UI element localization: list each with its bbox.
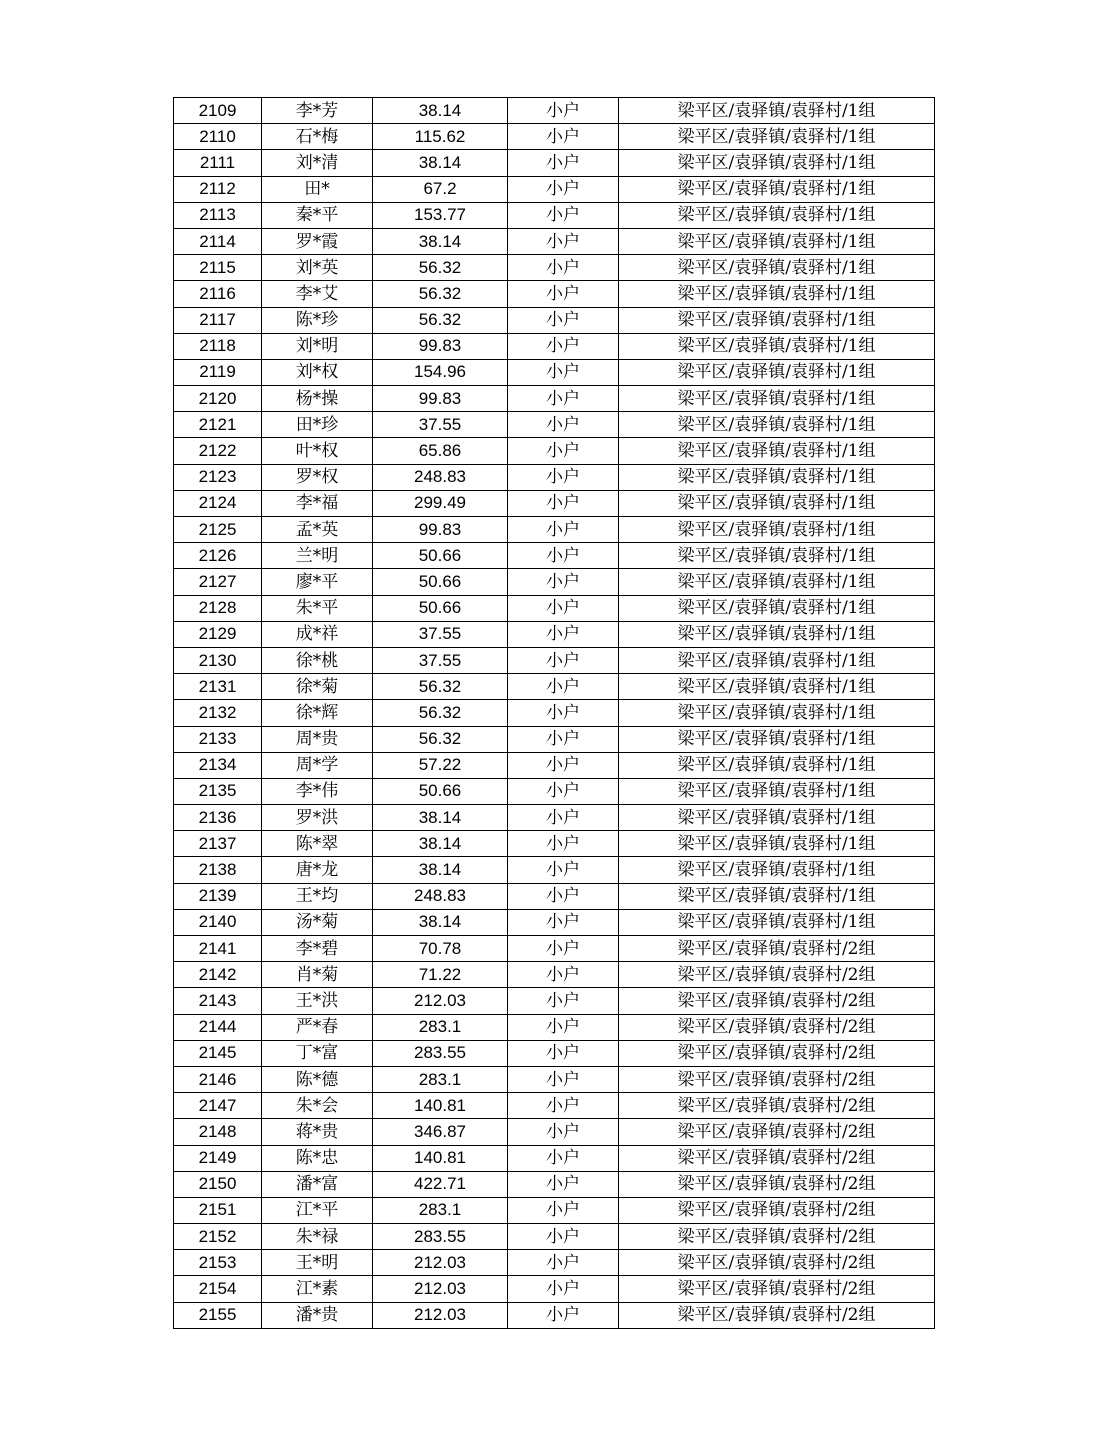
cell-id: 2142 <box>174 962 262 988</box>
cell-area: 283.1 <box>373 1197 508 1223</box>
cell-location: 梁平区/袁驿镇/袁驿村/2组 <box>619 1014 935 1040</box>
cell-name: 徐*菊 <box>262 674 373 700</box>
cell-type: 小户 <box>508 1197 619 1223</box>
table-row <box>174 517 935 543</box>
cell-name: 周*贵 <box>262 726 373 752</box>
cell-name: 孟*英 <box>262 517 373 543</box>
cell-location: 梁平区/袁驿镇/袁驿村/1组 <box>619 150 935 176</box>
table-row <box>174 988 935 1014</box>
table-row <box>174 1171 935 1197</box>
cell-id: 2153 <box>174 1250 262 1276</box>
cell-name: 江*素 <box>262 1276 373 1302</box>
cell-area: 56.32 <box>373 281 508 307</box>
table-row <box>174 359 935 385</box>
table-row <box>174 124 935 150</box>
table-row <box>174 1302 935 1328</box>
cell-type: 小户 <box>508 962 619 988</box>
cell-id: 2118 <box>174 333 262 359</box>
cell-name: 刘*权 <box>262 359 373 385</box>
cell-location: 梁平区/袁驿镇/袁驿村/2组 <box>619 988 935 1014</box>
cell-type: 小户 <box>508 857 619 883</box>
cell-name: 李*芳 <box>262 98 373 124</box>
table-body <box>174 98 935 1329</box>
table-row <box>174 202 935 228</box>
cell-area: 99.83 <box>373 517 508 543</box>
cell-name: 廖*平 <box>262 569 373 595</box>
cell-area: 56.32 <box>373 674 508 700</box>
cell-id: 2111 <box>174 150 262 176</box>
cell-area: 212.03 <box>373 988 508 1014</box>
cell-type: 小户 <box>508 1276 619 1302</box>
cell-name: 陈*珍 <box>262 307 373 333</box>
cell-name: 刘*英 <box>262 255 373 281</box>
table-row <box>174 569 935 595</box>
cell-type: 小户 <box>508 517 619 543</box>
cell-location: 梁平区/袁驿镇/袁驿村/1组 <box>619 255 935 281</box>
cell-name: 王*明 <box>262 1250 373 1276</box>
cell-area: 140.81 <box>373 1093 508 1119</box>
cell-location: 梁平区/袁驿镇/袁驿村/2组 <box>619 1040 935 1066</box>
cell-type: 小户 <box>508 1302 619 1328</box>
cell-id: 2122 <box>174 438 262 464</box>
cell-location: 梁平区/袁驿镇/袁驿村/1组 <box>619 909 935 935</box>
cell-id: 2130 <box>174 647 262 673</box>
cell-type: 小户 <box>508 831 619 857</box>
cell-type: 小户 <box>508 752 619 778</box>
table-row <box>174 1040 935 1066</box>
table-row <box>174 543 935 569</box>
cell-name: 李*碧 <box>262 936 373 962</box>
cell-location: 梁平区/袁驿镇/袁驿村/1组 <box>619 569 935 595</box>
cell-area: 50.66 <box>373 543 508 569</box>
cell-name: 严*春 <box>262 1014 373 1040</box>
cell-type: 小户 <box>508 1171 619 1197</box>
table-row <box>174 176 935 202</box>
cell-type: 小户 <box>508 805 619 831</box>
table-row <box>174 936 935 962</box>
cell-type: 小户 <box>508 936 619 962</box>
cell-type: 小户 <box>508 1014 619 1040</box>
table-row <box>174 752 935 778</box>
table-row <box>174 281 935 307</box>
cell-id: 2125 <box>174 517 262 543</box>
cell-name: 石*梅 <box>262 124 373 150</box>
cell-id: 2154 <box>174 1276 262 1302</box>
cell-id: 2127 <box>174 569 262 595</box>
table-row <box>174 883 935 909</box>
cell-name: 朱*平 <box>262 595 373 621</box>
cell-type: 小户 <box>508 438 619 464</box>
cell-name: 罗*洪 <box>262 805 373 831</box>
cell-type: 小户 <box>508 1093 619 1119</box>
cell-location: 梁平区/袁驿镇/袁驿村/2组 <box>619 1119 935 1145</box>
table-row <box>174 438 935 464</box>
cell-area: 140.81 <box>373 1145 508 1171</box>
cell-name: 田* <box>262 176 373 202</box>
cell-type: 小户 <box>508 543 619 569</box>
cell-id: 2119 <box>174 359 262 385</box>
cell-type: 小户 <box>508 176 619 202</box>
cell-location: 梁平区/袁驿镇/袁驿村/1组 <box>619 228 935 254</box>
cell-area: 38.14 <box>373 831 508 857</box>
cell-area: 67.2 <box>373 176 508 202</box>
cell-id: 2141 <box>174 936 262 962</box>
cell-type: 小户 <box>508 778 619 804</box>
table-row <box>174 700 935 726</box>
cell-area: 56.32 <box>373 726 508 752</box>
cell-area: 115.62 <box>373 124 508 150</box>
cell-type: 小户 <box>508 1066 619 1092</box>
cell-name: 周*学 <box>262 752 373 778</box>
cell-id: 2115 <box>174 255 262 281</box>
cell-type: 小户 <box>508 202 619 228</box>
cell-type: 小户 <box>508 307 619 333</box>
cell-area: 56.32 <box>373 255 508 281</box>
cell-type: 小户 <box>508 98 619 124</box>
cell-id: 2137 <box>174 831 262 857</box>
table-row <box>174 1224 935 1250</box>
cell-name: 肖*菊 <box>262 962 373 988</box>
table-row <box>174 1197 935 1223</box>
cell-id: 2133 <box>174 726 262 752</box>
cell-area: 70.78 <box>373 936 508 962</box>
cell-location: 梁平区/袁驿镇/袁驿村/1组 <box>619 831 935 857</box>
cell-area: 154.96 <box>373 359 508 385</box>
cell-location: 梁平区/袁驿镇/袁驿村/2组 <box>619 1197 935 1223</box>
cell-type: 小户 <box>508 124 619 150</box>
cell-location: 梁平区/袁驿镇/袁驿村/2组 <box>619 1145 935 1171</box>
cell-location: 梁平区/袁驿镇/袁驿村/2组 <box>619 1302 935 1328</box>
cell-id: 2109 <box>174 98 262 124</box>
cell-area: 99.83 <box>373 386 508 412</box>
cell-location: 梁平区/袁驿镇/袁驿村/1组 <box>619 778 935 804</box>
cell-id: 2145 <box>174 1040 262 1066</box>
cell-location: 梁平区/袁驿镇/袁驿村/1组 <box>619 621 935 647</box>
cell-area: 71.22 <box>373 962 508 988</box>
cell-id: 2147 <box>174 1093 262 1119</box>
cell-name: 江*平 <box>262 1197 373 1223</box>
table-row <box>174 1119 935 1145</box>
cell-name: 陈*忠 <box>262 1145 373 1171</box>
cell-type: 小户 <box>508 490 619 516</box>
table-row <box>174 857 935 883</box>
cell-location: 梁平区/袁驿镇/袁驿村/1组 <box>619 517 935 543</box>
cell-area: 212.03 <box>373 1250 508 1276</box>
table-row <box>174 98 935 124</box>
cell-id: 2117 <box>174 307 262 333</box>
cell-type: 小户 <box>508 909 619 935</box>
cell-name: 陈*德 <box>262 1066 373 1092</box>
cell-id: 2155 <box>174 1302 262 1328</box>
cell-location: 梁平区/袁驿镇/袁驿村/1组 <box>619 647 935 673</box>
cell-location: 梁平区/袁驿镇/袁驿村/1组 <box>619 490 935 516</box>
cell-location: 梁平区/袁驿镇/袁驿村/1组 <box>619 412 935 438</box>
cell-id: 2138 <box>174 857 262 883</box>
cell-location: 梁平区/袁驿镇/袁驿村/1组 <box>619 700 935 726</box>
cell-area: 283.55 <box>373 1040 508 1066</box>
cell-name: 王*均 <box>262 883 373 909</box>
table-row <box>174 1014 935 1040</box>
cell-location: 梁平区/袁驿镇/袁驿村/1组 <box>619 752 935 778</box>
cell-id: 2110 <box>174 124 262 150</box>
cell-type: 小户 <box>508 1250 619 1276</box>
cell-location: 梁平区/袁驿镇/袁驿村/2组 <box>619 936 935 962</box>
cell-area: 50.66 <box>373 778 508 804</box>
cell-name: 王*洪 <box>262 988 373 1014</box>
table-row <box>174 255 935 281</box>
cell-id: 2146 <box>174 1066 262 1092</box>
cell-id: 2143 <box>174 988 262 1014</box>
cell-name: 丁*富 <box>262 1040 373 1066</box>
cell-id: 2120 <box>174 386 262 412</box>
cell-area: 38.14 <box>373 150 508 176</box>
table-row <box>174 1276 935 1302</box>
cell-id: 2150 <box>174 1171 262 1197</box>
cell-location: 梁平区/袁驿镇/袁驿村/1组 <box>619 359 935 385</box>
cell-area: 283.55 <box>373 1224 508 1250</box>
cell-area: 283.1 <box>373 1066 508 1092</box>
cell-name: 刘*明 <box>262 333 373 359</box>
cell-type: 小户 <box>508 386 619 412</box>
table-row <box>174 909 935 935</box>
cell-id: 2149 <box>174 1145 262 1171</box>
cell-type: 小户 <box>508 1224 619 1250</box>
cell-location: 梁平区/袁驿镇/袁驿村/2组 <box>619 1276 935 1302</box>
cell-id: 2114 <box>174 228 262 254</box>
cell-name: 陈*翠 <box>262 831 373 857</box>
table-row <box>174 307 935 333</box>
cell-area: 346.87 <box>373 1119 508 1145</box>
cell-name: 潘*贵 <box>262 1302 373 1328</box>
cell-area: 56.32 <box>373 307 508 333</box>
table-row <box>174 778 935 804</box>
cell-location: 梁平区/袁驿镇/袁驿村/1组 <box>619 464 935 490</box>
cell-type: 小户 <box>508 988 619 1014</box>
cell-name: 蒋*贵 <box>262 1119 373 1145</box>
cell-name: 李*福 <box>262 490 373 516</box>
cell-type: 小户 <box>508 883 619 909</box>
table-row <box>174 1093 935 1119</box>
cell-area: 56.32 <box>373 700 508 726</box>
household-table <box>173 97 935 1329</box>
cell-area: 57.22 <box>373 752 508 778</box>
cell-name: 叶*权 <box>262 438 373 464</box>
cell-type: 小户 <box>508 569 619 595</box>
cell-id: 2140 <box>174 909 262 935</box>
cell-name: 成*祥 <box>262 621 373 647</box>
cell-name: 李*艾 <box>262 281 373 307</box>
table-row <box>174 1066 935 1092</box>
cell-area: 38.14 <box>373 805 508 831</box>
cell-name: 朱*禄 <box>262 1224 373 1250</box>
cell-location: 梁平区/袁驿镇/袁驿村/2组 <box>619 962 935 988</box>
table-row <box>174 962 935 988</box>
table-row <box>174 674 935 700</box>
cell-location: 梁平区/袁驿镇/袁驿村/1组 <box>619 333 935 359</box>
cell-id: 2123 <box>174 464 262 490</box>
cell-name: 秦*平 <box>262 202 373 228</box>
cell-location: 梁平区/袁驿镇/袁驿村/1组 <box>619 595 935 621</box>
cell-type: 小户 <box>508 464 619 490</box>
cell-id: 2148 <box>174 1119 262 1145</box>
cell-id: 2126 <box>174 543 262 569</box>
cell-area: 38.14 <box>373 98 508 124</box>
cell-id: 2151 <box>174 1197 262 1223</box>
cell-id: 2131 <box>174 674 262 700</box>
cell-name: 徐*辉 <box>262 700 373 726</box>
table-row <box>174 412 935 438</box>
cell-id: 2144 <box>174 1014 262 1040</box>
cell-name: 李*伟 <box>262 778 373 804</box>
table-row <box>174 386 935 412</box>
cell-type: 小户 <box>508 621 619 647</box>
cell-area: 248.83 <box>373 883 508 909</box>
cell-area: 422.71 <box>373 1171 508 1197</box>
cell-location: 梁平区/袁驿镇/袁驿村/2组 <box>619 1250 935 1276</box>
cell-area: 65.86 <box>373 438 508 464</box>
cell-location: 梁平区/袁驿镇/袁驿村/2组 <box>619 1066 935 1092</box>
cell-type: 小户 <box>508 281 619 307</box>
cell-name: 田*珍 <box>262 412 373 438</box>
cell-area: 37.55 <box>373 621 508 647</box>
cell-id: 2152 <box>174 1224 262 1250</box>
cell-id: 2135 <box>174 778 262 804</box>
cell-location: 梁平区/袁驿镇/袁驿村/1组 <box>619 307 935 333</box>
cell-location: 梁平区/袁驿镇/袁驿村/1组 <box>619 857 935 883</box>
cell-location: 梁平区/袁驿镇/袁驿村/2组 <box>619 1224 935 1250</box>
cell-type: 小户 <box>508 674 619 700</box>
cell-location: 梁平区/袁驿镇/袁驿村/1组 <box>619 98 935 124</box>
cell-type: 小户 <box>508 1119 619 1145</box>
cell-type: 小户 <box>508 412 619 438</box>
table-row <box>174 647 935 673</box>
cell-area: 38.14 <box>373 909 508 935</box>
cell-area: 283.1 <box>373 1014 508 1040</box>
cell-name: 潘*富 <box>262 1171 373 1197</box>
cell-location: 梁平区/袁驿镇/袁驿村/1组 <box>619 674 935 700</box>
table-row <box>174 464 935 490</box>
table-row <box>174 595 935 621</box>
cell-type: 小户 <box>508 359 619 385</box>
cell-area: 50.66 <box>373 595 508 621</box>
cell-name: 朱*会 <box>262 1093 373 1119</box>
cell-id: 2112 <box>174 176 262 202</box>
cell-location: 梁平区/袁驿镇/袁驿村/1组 <box>619 438 935 464</box>
table-row <box>174 150 935 176</box>
cell-location: 梁平区/袁驿镇/袁驿村/1组 <box>619 386 935 412</box>
cell-location: 梁平区/袁驿镇/袁驿村/1组 <box>619 805 935 831</box>
cell-location: 梁平区/袁驿镇/袁驿村/1组 <box>619 124 935 150</box>
cell-location: 梁平区/袁驿镇/袁驿村/1组 <box>619 281 935 307</box>
cell-area: 50.66 <box>373 569 508 595</box>
cell-name: 唐*龙 <box>262 857 373 883</box>
cell-type: 小户 <box>508 726 619 752</box>
table-row <box>174 621 935 647</box>
cell-id: 2116 <box>174 281 262 307</box>
cell-area: 212.03 <box>373 1276 508 1302</box>
cell-area: 37.55 <box>373 647 508 673</box>
cell-id: 2134 <box>174 752 262 778</box>
cell-location: 梁平区/袁驿镇/袁驿村/1组 <box>619 202 935 228</box>
cell-area: 37.55 <box>373 412 508 438</box>
cell-type: 小户 <box>508 700 619 726</box>
cell-name: 罗*权 <box>262 464 373 490</box>
cell-type: 小户 <box>508 1145 619 1171</box>
cell-id: 2128 <box>174 595 262 621</box>
cell-name: 杨*操 <box>262 386 373 412</box>
cell-id: 2124 <box>174 490 262 516</box>
cell-location: 梁平区/袁驿镇/袁驿村/2组 <box>619 1093 935 1119</box>
cell-type: 小户 <box>508 595 619 621</box>
cell-name: 汤*菊 <box>262 909 373 935</box>
table-row <box>174 726 935 752</box>
table-row <box>174 333 935 359</box>
cell-type: 小户 <box>508 150 619 176</box>
cell-id: 2136 <box>174 805 262 831</box>
cell-name: 罗*霞 <box>262 228 373 254</box>
cell-location: 梁平区/袁驿镇/袁驿村/2组 <box>619 1171 935 1197</box>
cell-id: 2121 <box>174 412 262 438</box>
cell-type: 小户 <box>508 1040 619 1066</box>
cell-area: 212.03 <box>373 1302 508 1328</box>
table-row <box>174 831 935 857</box>
cell-id: 2129 <box>174 621 262 647</box>
cell-id: 2139 <box>174 883 262 909</box>
cell-type: 小户 <box>508 333 619 359</box>
cell-name: 刘*清 <box>262 150 373 176</box>
cell-type: 小户 <box>508 255 619 281</box>
cell-area: 38.14 <box>373 228 508 254</box>
cell-area: 299.49 <box>373 490 508 516</box>
table-row <box>174 805 935 831</box>
cell-id: 2113 <box>174 202 262 228</box>
cell-location: 梁平区/袁驿镇/袁驿村/1组 <box>619 543 935 569</box>
cell-type: 小户 <box>508 647 619 673</box>
table-row <box>174 1145 935 1171</box>
cell-location: 梁平区/袁驿镇/袁驿村/1组 <box>619 726 935 752</box>
table-row <box>174 490 935 516</box>
cell-type: 小户 <box>508 228 619 254</box>
cell-name: 兰*明 <box>262 543 373 569</box>
cell-location: 梁平区/袁驿镇/袁驿村/1组 <box>619 883 935 909</box>
cell-name: 徐*桃 <box>262 647 373 673</box>
table-row <box>174 1250 935 1276</box>
cell-area: 153.77 <box>373 202 508 228</box>
cell-area: 99.83 <box>373 333 508 359</box>
cell-location: 梁平区/袁驿镇/袁驿村/1组 <box>619 176 935 202</box>
cell-id: 2132 <box>174 700 262 726</box>
table-row <box>174 228 935 254</box>
cell-area: 248.83 <box>373 464 508 490</box>
cell-area: 38.14 <box>373 857 508 883</box>
